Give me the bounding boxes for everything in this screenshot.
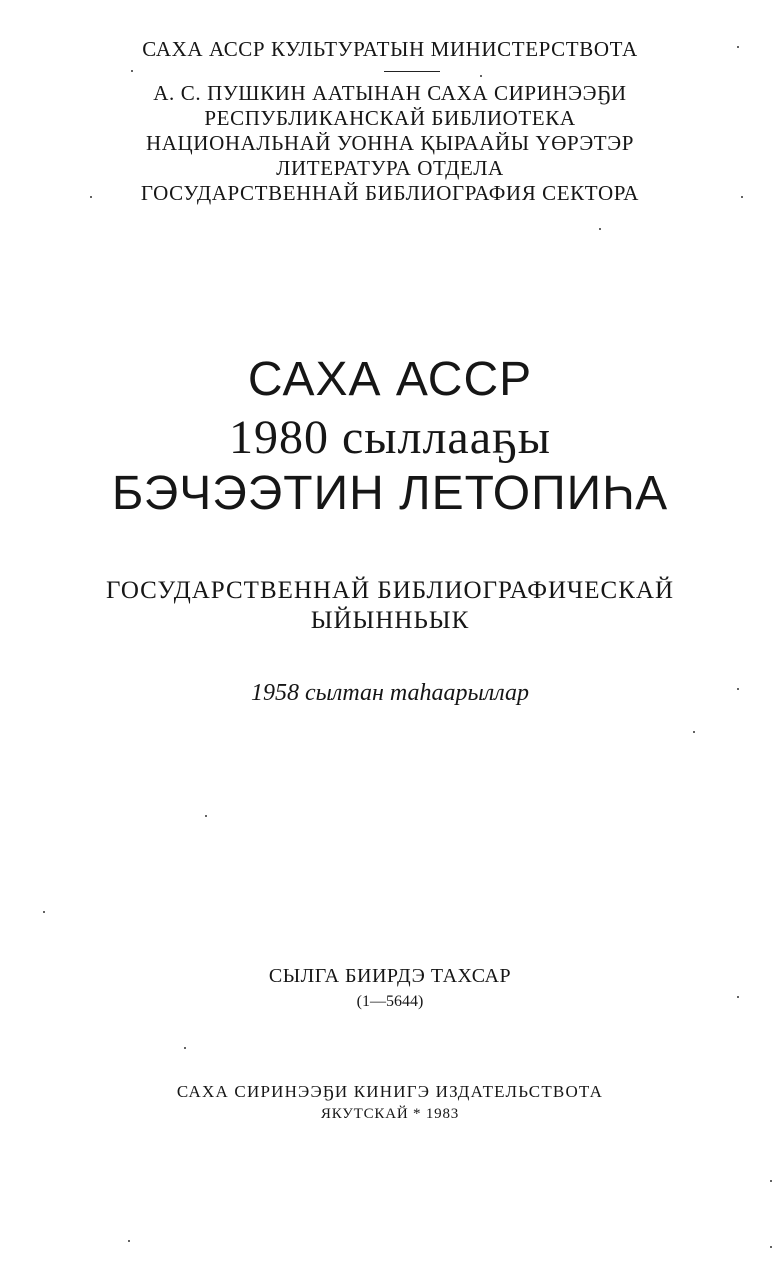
publisher-imprint: ЯКУТСКАЙ * 1983 xyxy=(320,1106,460,1122)
subtitle-line-2: ЫЙЫННЬЫК xyxy=(310,607,470,634)
library-heading-line-2: РЕСПУБЛИКАНСКАЙ БИБЛИОТЕКА xyxy=(204,106,576,130)
title-line-3: БЭЧЭЭТИН ЛЕТОПИҺА xyxy=(111,467,669,520)
title-line-2: 1980 сыллааҕы xyxy=(228,411,552,464)
subtitle-line-1: ГОСУДАРСТВЕННАЙ БИБЛИОГРАФИЧЕСКАЙ xyxy=(105,577,674,604)
scan-speck xyxy=(43,911,45,913)
scan-speck xyxy=(599,228,601,230)
library-heading-line-1: А. С. ПУШКИН ААТЫНАН САХА СИРИНЭЭҔИ xyxy=(153,81,627,105)
scan-speck xyxy=(737,996,739,998)
department-heading-line-1: НАЦИОНАЛЬНАЙ УОННА ҚЫРААЙЫ ҮӨРЭТЭР xyxy=(146,131,634,155)
scan-speck xyxy=(128,1240,130,1242)
entry-range: (1—5644) xyxy=(356,993,424,1010)
scan-speck xyxy=(770,1246,772,1248)
scan-speck xyxy=(737,688,739,690)
scan-speck xyxy=(770,1180,772,1182)
ministry-heading: САХА АССР КУЛЬТУРАТЫН МИНИСТЕРСТВОТА xyxy=(142,37,638,61)
frequency-label: СЫЛГА БИИРДЭ ТАХСАР xyxy=(268,965,512,987)
scan-speck xyxy=(693,731,695,733)
publisher-name: САХА СИРИНЭЭҔИ КИНИГЭ ИЗДАТЕЛЬСТВОТА xyxy=(176,1082,604,1101)
header-divider xyxy=(384,71,440,72)
title-line-1: САХА АССР xyxy=(247,353,533,406)
scan-speck xyxy=(741,196,743,198)
department-heading-line-2: ЛИТЕРАТУРА ОТДЕЛА xyxy=(276,156,504,180)
scan-speck xyxy=(205,815,207,817)
scan-speck xyxy=(131,70,133,72)
scan-speck xyxy=(184,1047,186,1049)
scan-speck xyxy=(480,75,482,77)
publication-since-note: 1958 сылтан таһаарыллар xyxy=(250,680,529,706)
scan-speck xyxy=(737,46,739,48)
sector-heading: ГОСУДАРСТВЕННАЙ БИБЛИОГРАФИЯ СЕКТОРА xyxy=(140,181,640,205)
scan-speck xyxy=(90,196,92,198)
